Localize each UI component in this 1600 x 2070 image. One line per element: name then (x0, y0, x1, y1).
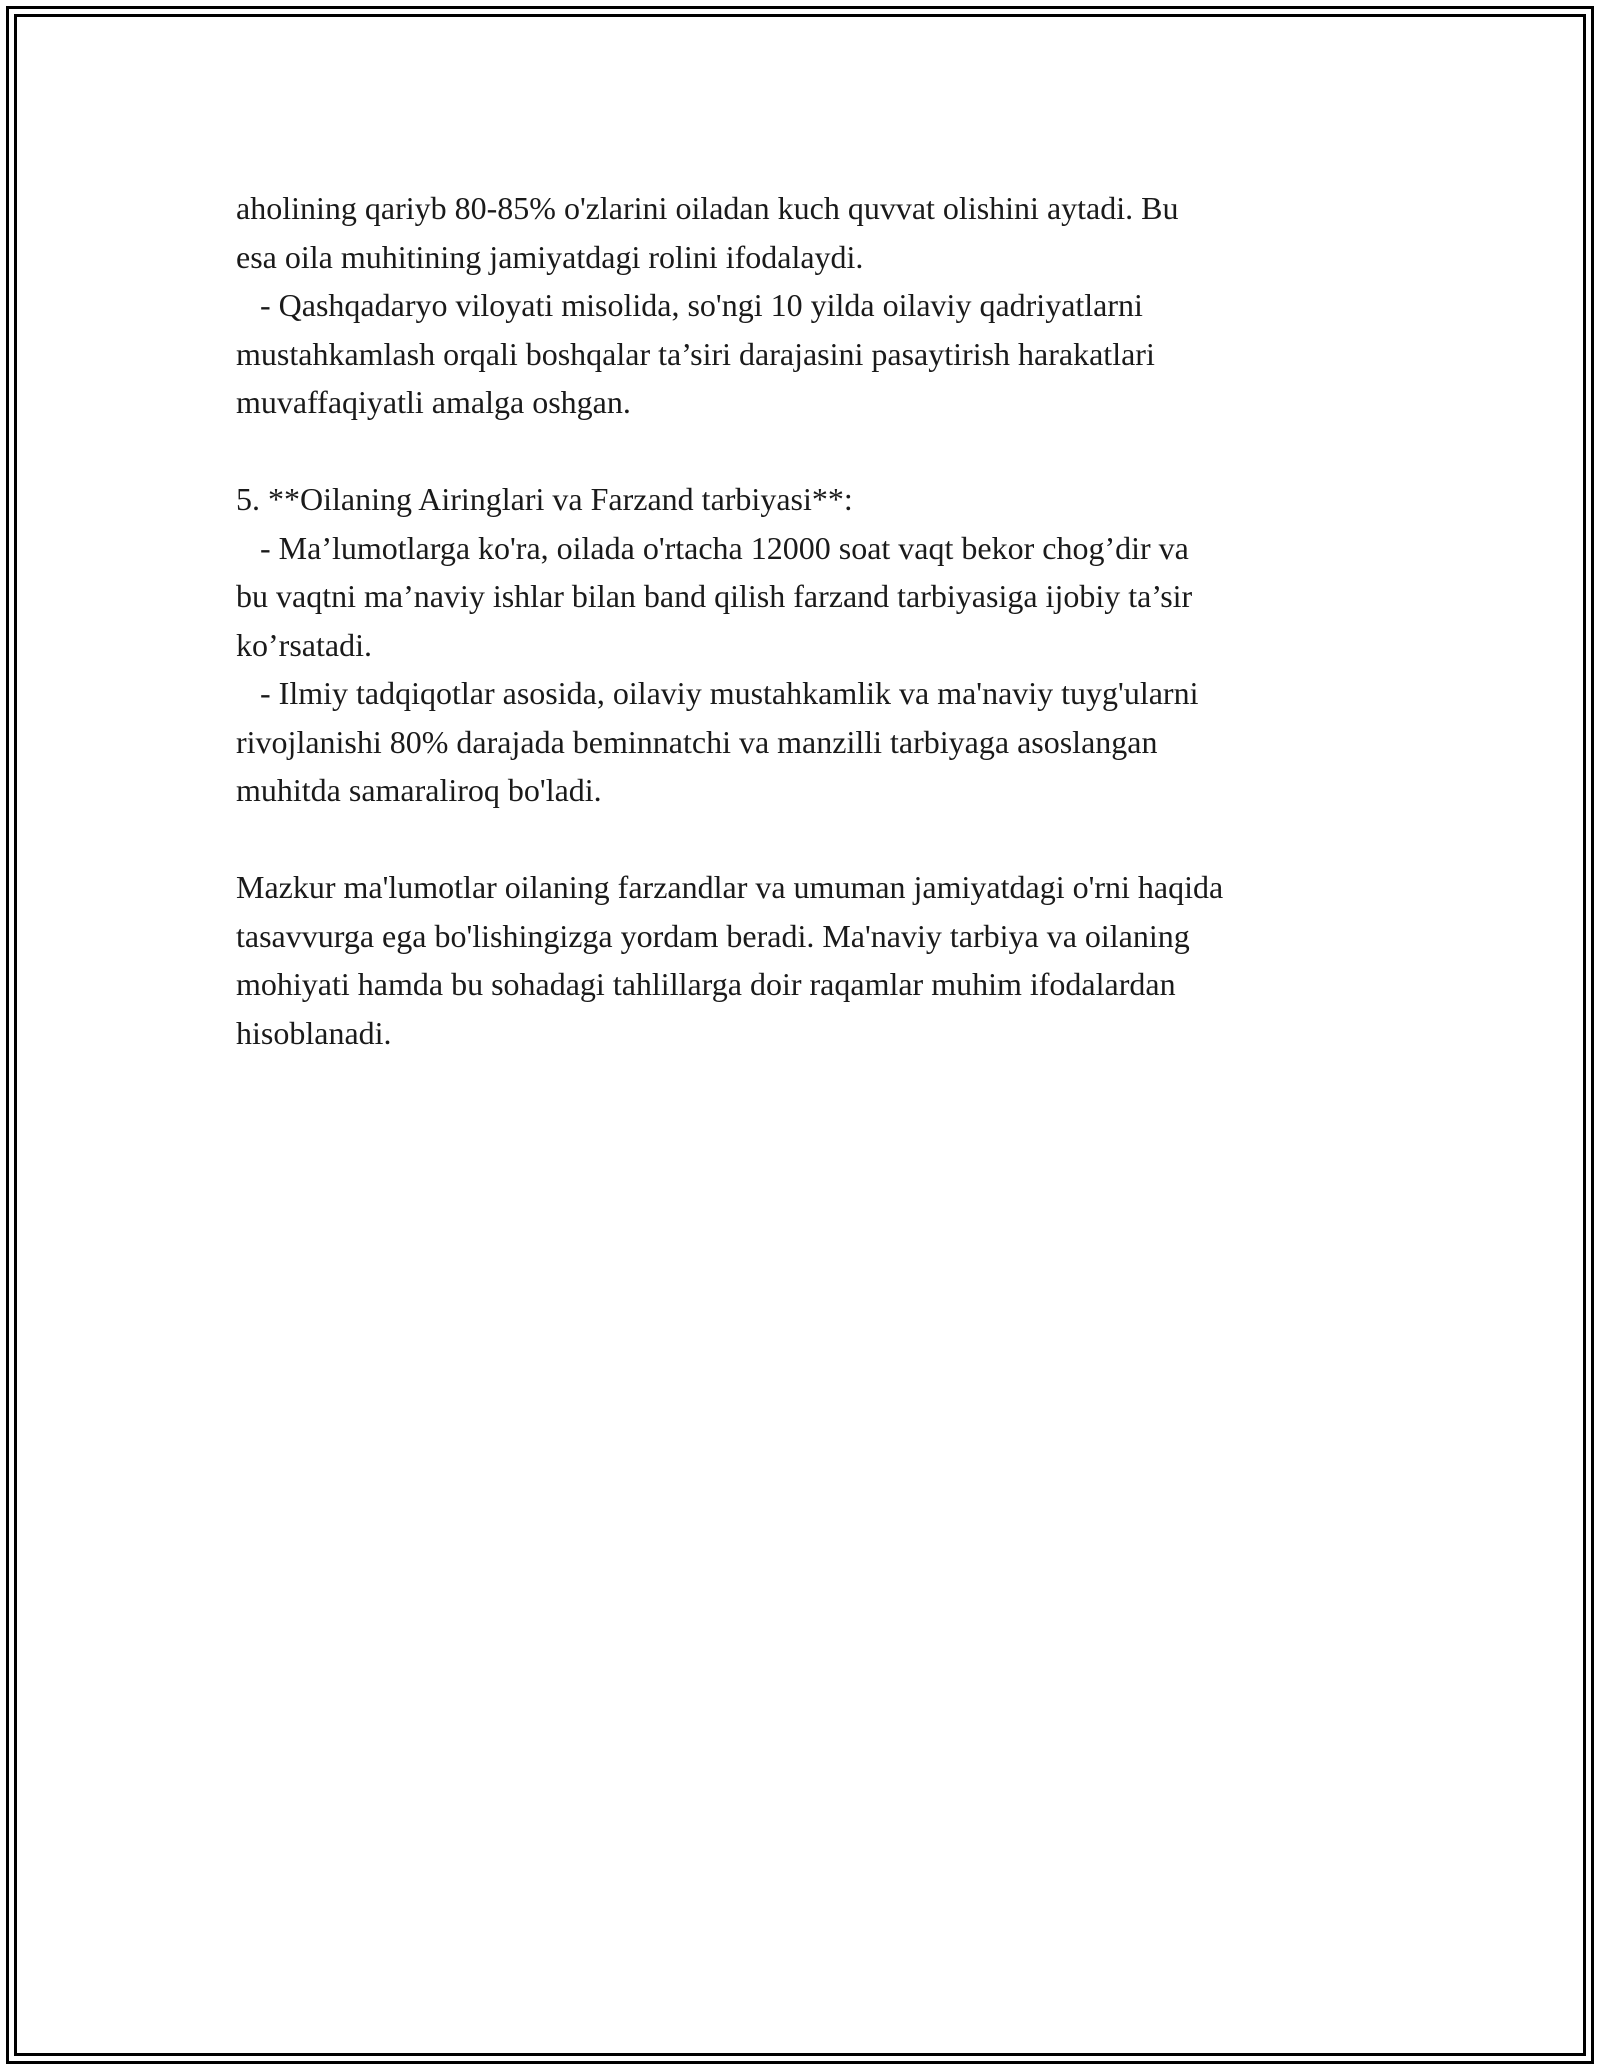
text-line: muhitda samaraliroq bo'ladi. (236, 772, 602, 808)
conclusion-paragraph (236, 863, 1416, 1057)
text-line: aholining qariyb 80-85% o'zlarini oiladan kuch quvvat olishini aytadi. Bu (236, 190, 1179, 226)
text-line: - Ma’lumotlarga ko'ra, oilada o'rtacha 12000 soat vaqt bekor chog’dir va (236, 529, 1189, 566)
text-line: esa oila muhitining jamiyatdagi rolini ifodalaydi. (236, 238, 864, 275)
paragraph-1 (236, 184, 1416, 427)
document-body (236, 184, 1416, 1057)
paragraph-spacer (236, 427, 1416, 476)
text-line: tasavvurga ega bo'lishingizga yordam beradi. Ma'naviy tarbiya va oilaning (236, 917, 1190, 954)
text-line: hisoblanadi. (236, 1014, 392, 1051)
text-line: mohiyati hamda bu sohadagi tahlillarga doir raqamlar muhim ifodalardan (236, 966, 1176, 1002)
text-line: mustahkamlash orqali boshqalar ta’siri darajasini pasaytirish harakatlari (236, 335, 1155, 372)
text-line: bu vaqtni ma’naviy ishlar bilan band qilish farzand tarbiyasiga ijobiy ta’sir (236, 578, 1193, 614)
text-line: - Qashqadaryo viloyati misolida, so'ngi 10 yilda oilaviy qadriyatlarni (236, 287, 1143, 323)
section-heading: 5. **Oilaning Airinglari va Farzand tarbiyasi**: (236, 481, 853, 517)
text-line: - Ilmiy tadqiqotlar asosida, oilaviy mustahkamlik va ma'naviy tuyg'ularni (236, 675, 1199, 711)
section-5 (236, 475, 1416, 815)
text-line: ko’rsatadi. (236, 626, 372, 663)
text-line: muvaffaqiyatli amalga oshgan. (236, 384, 631, 420)
text-line: rivojlanishi 80% darajada beminnatchi va manzilli tarbiyaga asoslangan (236, 723, 1158, 760)
paragraph-spacer (236, 815, 1416, 864)
text-line: Mazkur ma'lumotlar oilaning farzandlar va umuman jamiyatdagi o'rni haqida (236, 869, 1224, 905)
